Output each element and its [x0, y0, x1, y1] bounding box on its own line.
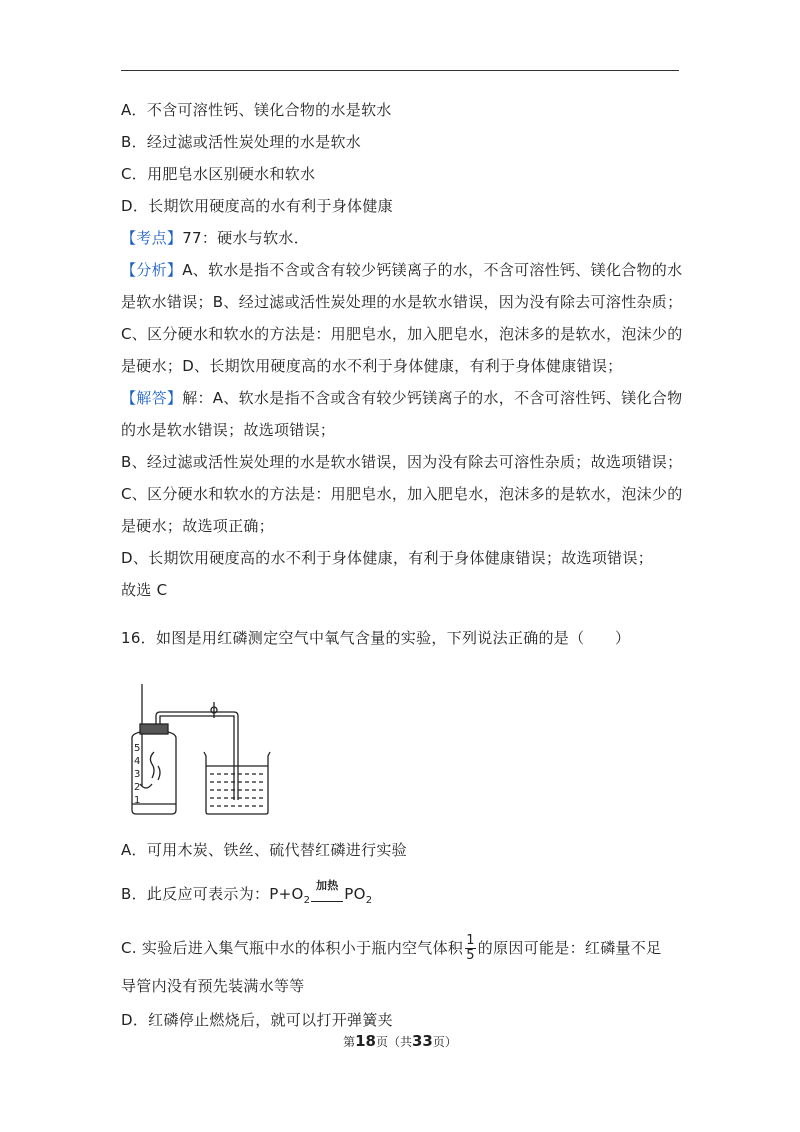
arrow-line [311, 901, 343, 902]
footer-prefix: 第 [343, 1035, 356, 1049]
scale-label-2: 2 [134, 782, 141, 793]
fraction-denominator: 5 [466, 948, 475, 963]
jieda-tag: 【解答】 [121, 389, 183, 407]
po2-subscript: 2 [365, 895, 373, 906]
reaction-condition: 加热 [315, 879, 339, 892]
q15-option-b: B．经过滤或活性炭处理的水是软水 [121, 133, 362, 151]
q16-option-b [121, 879, 373, 911]
q16-option-c-prefix: C. 实验后进入集气瓶中水的体积小于瓶内空气体积 [121, 939, 464, 957]
q16-option-c-suffix: 的原因可能是：红磷量不足 [477, 939, 662, 957]
q15-option-a: A．不含可溶性钙、镁化合物的水是软水 [121, 101, 392, 119]
jieda-line-4: C、区分硬水和软水的方法是：用肥皂水，加入肥皂水，泡沫多的是软水，泡沫少的 [121, 485, 683, 503]
footer-page-number: 18 [355, 1032, 376, 1050]
experiment-figure [118, 680, 284, 818]
scale-label-3: 3 [134, 769, 141, 780]
jieda-line-3: B、经过滤或活性炭处理的水是软水错误，因为没有除去可溶性杂质；故选项错误； [121, 453, 683, 471]
kaodian-line [121, 228, 309, 248]
product-formula: PO [344, 885, 366, 903]
q16-option-a: A．可用木炭、铁丝、硫代替红磷进行实验 [121, 841, 407, 859]
q16-option-c [121, 934, 661, 963]
jieda-line-2: 的水是软水错误；故选项错误； [121, 421, 336, 439]
jieda-text-1: 解：A、软水是指不含或含有较少钙镁离子的水，不含可溶性钙、镁化合物 [182, 389, 683, 407]
footer-total-pages: 33 [412, 1032, 433, 1050]
footer-suffix: 页） [432, 1035, 457, 1049]
kaodian-text: 77：硬水与软水． [182, 229, 309, 247]
fenxi-line-4: 是硬水；D、长期饮用硬度高的水不利于身体健康，有利于身体健康错误； [121, 357, 623, 375]
q16-option-b-prefix: B．此反应可表示为：P+O [121, 885, 304, 903]
scale-label-1: 1 [134, 795, 141, 806]
fraction-one-fifth [465, 934, 476, 963]
scale-label-5: 5 [134, 743, 141, 754]
o2-subscript: 2 [303, 895, 311, 906]
header-rule [121, 70, 679, 71]
fenxi-text-1: A、软水是指不含或含有较少钙镁离子的水，不含可溶性钙、镁化合物的水 [182, 261, 683, 279]
q16-stem: 16．如图是用红磷测定空气中氧气含量的实验，下列说法正确的是（ ） [121, 629, 631, 647]
kaodian-tag: 【考点】 [121, 229, 183, 247]
fenxi-line-2: 是软水错误；B、经过滤或活性炭处理的水是软水错误，因为没有除去可溶性杂质； [121, 293, 683, 311]
fenxi-tag: 【分析】 [121, 261, 183, 279]
scale-label-4: 4 [134, 756, 141, 767]
answer-line: 故选 C [121, 581, 168, 599]
jieda-line-6: D、长期饮用硬度高的水不利于身体健康，有利于身体健康错误；故选项错误； [121, 549, 654, 567]
page-footer [0, 1032, 800, 1050]
q16-option-d: D．红磷停止燃烧后，就可以打开弹簧夹 [121, 1011, 393, 1029]
jieda-line-1 [121, 388, 682, 408]
jieda-line-5: 是硬水；故选项正确； [121, 517, 275, 535]
q15-option-d: D．长期饮用硬度高的水有利于身体健康 [121, 197, 393, 215]
q15-option-c: C．用肥皂水区别硬水和软水 [121, 165, 316, 183]
fenxi-line-3: C、区分硬水和软水的方法是：用肥皂水，加入肥皂水，泡沫多的是软水，泡沫少的 [121, 325, 683, 343]
q16-option-c-line2: 导管内没有预先装满水等等 [121, 977, 305, 995]
reaction-arrow [310, 879, 344, 911]
fraction-numerator: 1 [466, 933, 475, 948]
footer-middle: 页（共 [375, 1035, 412, 1049]
fenxi-line-1 [121, 260, 682, 280]
